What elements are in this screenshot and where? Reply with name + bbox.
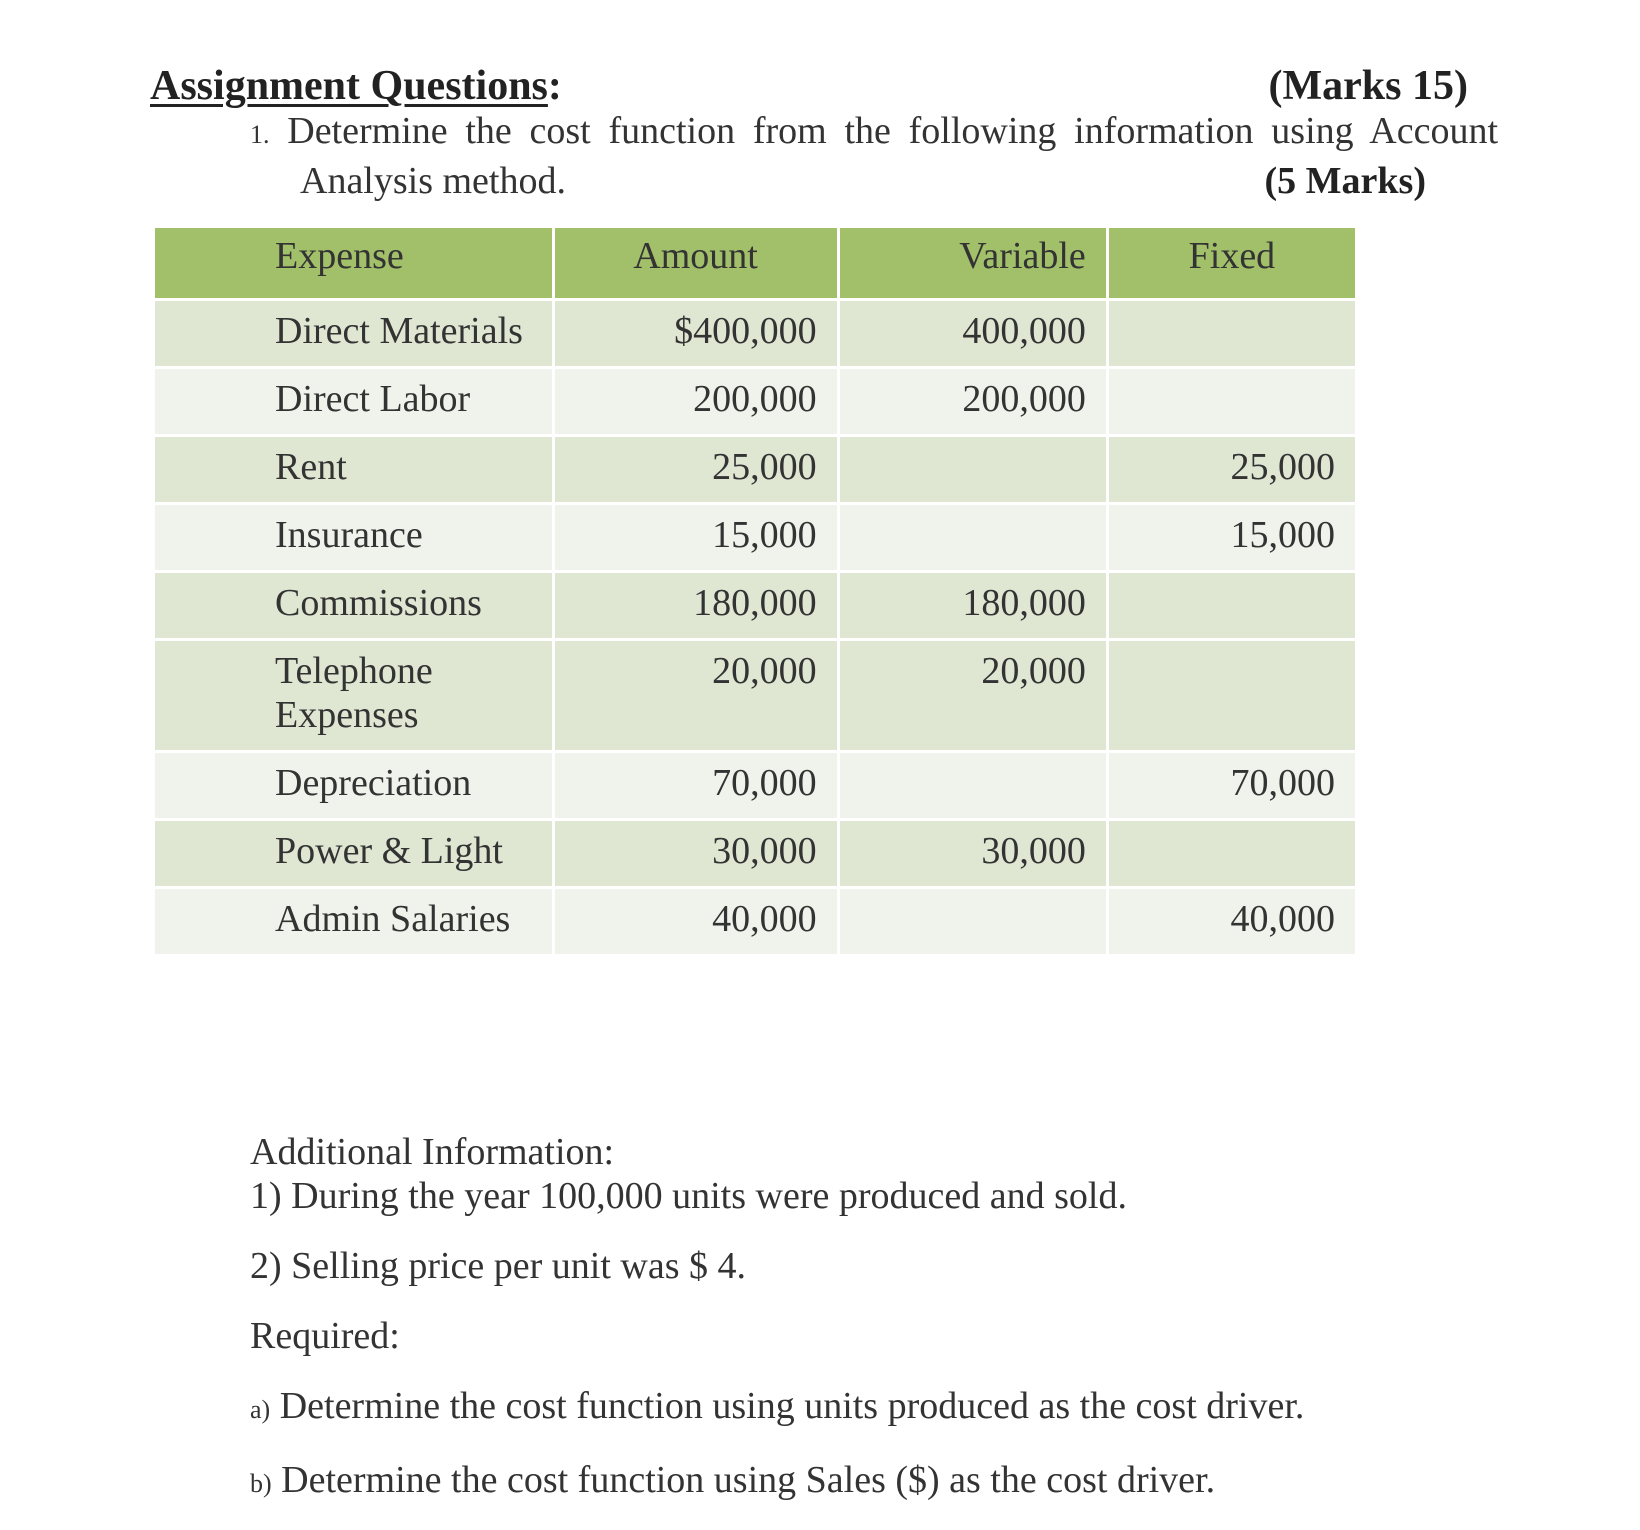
expense-cell-line-1: Telephone [275,650,433,692]
table-row [154,572,1357,640]
heading-title: Assignment Questions [150,63,548,109]
header-variable: Variable [838,227,1107,300]
amount-cell: 15,000 [553,504,838,572]
table-row [154,504,1357,572]
additional-information [250,1130,1500,1506]
fixed-cell: 25,000 [1107,436,1356,504]
expense-cell: Direct Materials [154,300,554,368]
expense-table [152,225,1358,957]
table-row [154,888,1357,956]
question-1-marks: (5 Marks) [1264,160,1426,202]
variable-cell: 400,000 [838,300,1107,368]
required-item-a [250,1384,1500,1432]
assignment-heading [150,58,1468,114]
variable-cell: 20,000 [838,640,1107,752]
required-item-b-text: Determine the cost function using Sales ($) as the cost driver. [281,1459,1216,1501]
amount-cell: 70,000 [553,752,838,820]
table-row [154,300,1357,368]
expense-cell: Power & Light [154,820,554,888]
amount-cell: 200,000 [553,368,838,436]
additional-info-1: 1) During the year 100,000 units were produced and sold. [250,1175,1127,1217]
total-marks: (Marks 15) [1268,63,1468,109]
table-row [154,820,1357,888]
question-number: 1. [250,120,270,149]
variable-cell: 30,000 [838,820,1107,888]
amount-cell: 180,000 [553,572,838,640]
header-expense: Expense [154,227,554,300]
amount-cell: 20,000 [553,640,838,752]
fixed-cell: 15,000 [1107,504,1356,572]
heading-colon: : [547,63,562,109]
amount-cell: $400,000 [553,300,838,368]
amount-cell: 30,000 [553,820,838,888]
variable-cell [838,888,1107,956]
required-item-b-letter: b) [250,1469,272,1498]
variable-cell [838,752,1107,820]
question-1-line-2 [250,158,1498,204]
required-item-a-text: Determine the cost function using units produced as the cost driver. [279,1385,1305,1427]
fixed-cell [1107,572,1356,640]
table-row [154,752,1357,820]
variable-cell: 180,000 [838,572,1107,640]
variable-cell [838,504,1107,572]
expense-cell: Insurance [154,504,554,572]
header-fixed: Fixed [1107,227,1356,300]
expense-cell [154,640,554,752]
fixed-cell [1107,640,1356,752]
fixed-cell [1107,820,1356,888]
question-1-text: Determine the cost function from the following information using Account [287,110,1499,152]
expense-cell: Admin Salaries [154,888,554,956]
amount-cell: 40,000 [553,888,838,956]
table-row [154,640,1357,752]
expense-cell: Direct Labor [154,368,554,436]
amount-cell: 25,000 [553,436,838,504]
additional-info-2: 2) Selling price per unit was $ 4. [250,1245,747,1287]
required-heading: Required: [250,1315,400,1357]
required-item-a-letter: a) [250,1395,271,1424]
variable-cell: 200,000 [838,368,1107,436]
table-header-row [154,227,1357,300]
question-1-text-continued: Analysis method. [300,160,566,202]
table-row [154,368,1357,436]
expense-cell: Commissions [154,572,554,640]
required-item-b [250,1458,1500,1506]
expense-cell-line-2: Expenses [275,694,419,736]
fixed-cell [1107,300,1356,368]
fixed-cell: 70,000 [1107,752,1356,820]
variable-cell [838,436,1107,504]
additional-info-title: Additional Information: [250,1131,615,1173]
expense-cell: Rent [154,436,554,504]
fixed-cell [1107,368,1356,436]
expense-cell: Depreciation [154,752,554,820]
question-1-line-1 [250,108,1498,158]
header-amount: Amount [553,227,838,300]
question-1 [250,108,1498,204]
table-row [154,436,1357,504]
fixed-cell: 40,000 [1107,888,1356,956]
